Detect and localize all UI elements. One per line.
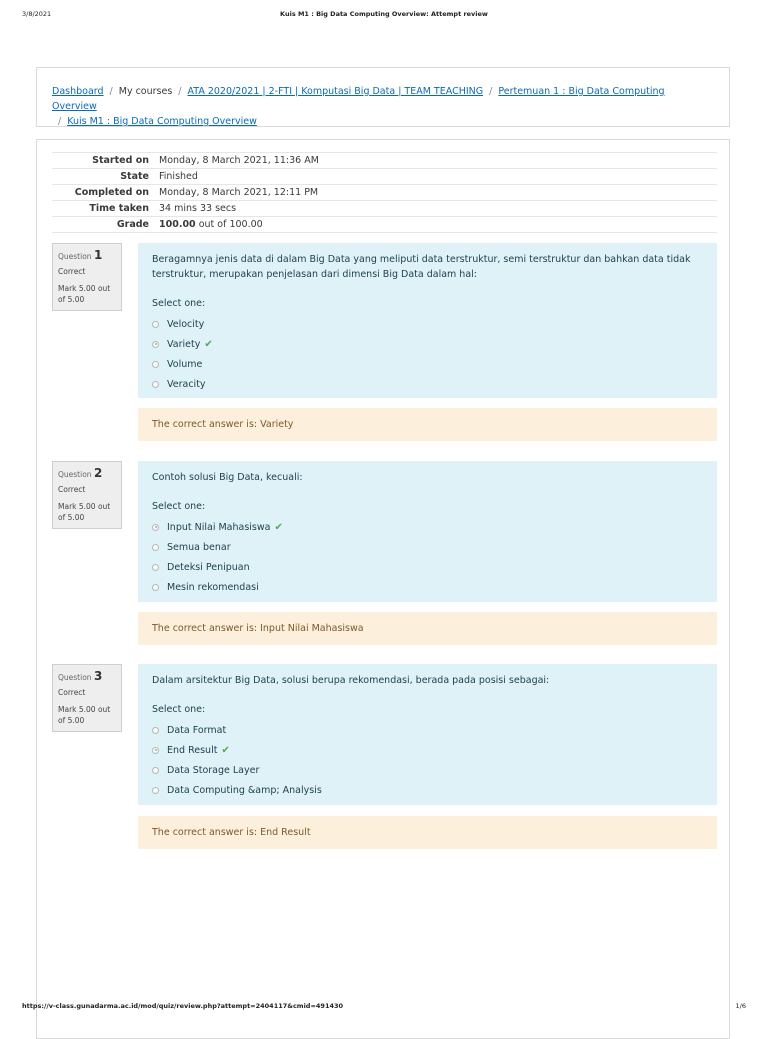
breadcrumb-my-courses: My courses	[118, 86, 173, 97]
breadcrumb-separator: /	[489, 86, 493, 97]
summary-value: 34 mins 33 secs	[159, 203, 237, 214]
option-label: Mesin rekomendasi	[167, 581, 259, 593]
summary-row-started	[52, 153, 717, 169]
answer-options	[152, 720, 703, 800]
summary-label: State	[120, 171, 149, 182]
check-icon: ✔	[204, 338, 213, 350]
breadcrumb	[52, 84, 712, 129]
question-state: Correct	[58, 267, 86, 276]
answer-options	[152, 314, 703, 394]
radio-button-selected[interactable]	[152, 341, 159, 348]
breadcrumb-dashboard-link[interactable]: Dashboard	[52, 86, 104, 97]
breadcrumb-container	[36, 67, 730, 127]
summary-row-grade	[52, 217, 717, 233]
radio-button[interactable]	[152, 544, 159, 551]
print-url: https://v-class.gunadarma.ac.id/mod/quiz/review.php?attempt=2404117&cmid=491430	[22, 1002, 344, 1010]
option-label: End Result	[167, 744, 218, 756]
summary-row-time	[52, 201, 717, 217]
radio-button[interactable]	[152, 564, 159, 571]
question-number: 2	[93, 466, 103, 480]
answer-option[interactable]	[152, 537, 703, 557]
breadcrumb-course-link[interactable]: ATA 2020/2021 | 2-FTI | Komputasi Big Data | TEAM TEACHING	[187, 86, 484, 97]
option-label: Data Format	[167, 724, 227, 736]
select-one-prompt: Select one:	[152, 501, 206, 512]
answer-option[interactable]	[152, 740, 703, 760]
summary-value	[159, 217, 717, 233]
print-page-number: 1/6	[735, 1002, 746, 1010]
answer-option[interactable]	[152, 354, 703, 374]
breadcrumb-separator: /	[178, 86, 182, 97]
answer-option[interactable]	[152, 314, 703, 334]
option-label: Input Nilai Mahasiswa	[167, 521, 271, 533]
summary-row-completed	[52, 185, 717, 201]
question-info-3	[52, 664, 122, 732]
option-label: Data Computing &amp; Analysis	[167, 784, 322, 796]
question-label: Question	[58, 673, 92, 682]
print-header	[0, 10, 768, 24]
summary-label: Time taken	[89, 203, 149, 214]
question-label: Question	[58, 252, 92, 261]
grade-max: out of 100.00	[195, 219, 263, 230]
answer-option[interactable]	[152, 334, 703, 354]
grade-score: 100.00	[159, 219, 196, 230]
radio-button[interactable]	[152, 787, 159, 794]
question-formulation-3	[138, 664, 717, 805]
summary-label: Started on	[92, 155, 149, 166]
answer-option[interactable]	[152, 780, 703, 800]
radio-button-selected[interactable]	[152, 747, 159, 754]
option-label: Variety	[167, 338, 201, 350]
select-one-prompt: Select one:	[152, 298, 206, 309]
answer-option[interactable]	[152, 557, 703, 577]
radio-button[interactable]	[152, 321, 159, 328]
question-info-2	[52, 461, 122, 529]
breadcrumb-quiz-link[interactable]: Kuis M1 : Big Data Computing Overview	[67, 116, 257, 127]
question-state: Correct	[58, 485, 86, 494]
option-label: Semua benar	[167, 541, 231, 553]
print-footer	[0, 1002, 768, 1016]
answer-option[interactable]	[152, 577, 703, 597]
answer-option[interactable]	[152, 374, 703, 394]
question-mark: Mark 5.00 out of 5.00	[58, 284, 111, 304]
radio-button[interactable]	[152, 767, 159, 774]
summary-row-state	[52, 169, 717, 185]
question-text: Beragamnya jenis data di dalam Big Data yang meliputi data terstruktur, semi terstruktur dan bahkan data tidak terstruktur, merupakan penjelasan dari dimensi Big Data dalam hal:	[152, 254, 691, 280]
attempt-summary-table	[52, 152, 717, 233]
question-feedback-3: The correct answer is: End Result	[138, 816, 717, 849]
breadcrumb-section-link[interactable]: Pertemuan 1 : Big Data Computing Overview	[52, 86, 665, 112]
radio-button-selected[interactable]	[152, 524, 159, 531]
print-title: Kuis M1 : Big Data Computing Overview: Attempt review	[280, 10, 488, 18]
breadcrumb-separator: /	[109, 86, 113, 97]
answer-option[interactable]	[152, 517, 703, 537]
question-mark: Mark 5.00 out of 5.00	[58, 705, 111, 725]
answer-option[interactable]	[152, 760, 703, 780]
select-one-prompt: Select one:	[152, 704, 206, 715]
print-date: 3/8/2021	[22, 10, 52, 18]
summary-label: Completed on	[74, 187, 149, 198]
question-state: Correct	[58, 688, 86, 697]
question-feedback-2: The correct answer is: Input Nilai Mahasiswa	[138, 612, 717, 645]
radio-button[interactable]	[152, 727, 159, 734]
question-text: Contoh solusi Big Data, kecuali:	[152, 472, 303, 483]
question-formulation-2	[138, 461, 717, 602]
summary-value: Monday, 8 March 2021, 12:11 PM	[159, 187, 319, 198]
option-label: Velocity	[167, 318, 205, 330]
option-label: Volume	[167, 358, 203, 370]
radio-button[interactable]	[152, 381, 159, 388]
radio-button[interactable]	[152, 584, 159, 591]
question-text: Dalam arsitektur Big Data, solusi berupa rekomendasi, berada pada posisi sebagai:	[152, 675, 550, 686]
breadcrumb-separator: /	[58, 116, 62, 127]
question-formulation-1	[138, 243, 717, 398]
question-number: 3	[93, 669, 103, 683]
option-label: Deteksi Penipuan	[167, 561, 250, 573]
answer-options	[152, 517, 703, 597]
radio-button[interactable]	[152, 361, 159, 368]
answer-option[interactable]	[152, 720, 703, 740]
question-number: 1	[93, 248, 103, 262]
question-label: Question	[58, 470, 92, 479]
summary-value: Monday, 8 March 2021, 11:36 AM	[159, 155, 319, 166]
question-mark: Mark 5.00 out of 5.00	[58, 502, 111, 522]
check-icon: ✔	[221, 744, 230, 756]
question-feedback-1: The correct answer is: Variety	[138, 408, 717, 441]
check-icon: ✔	[274, 521, 283, 533]
question-info-1	[52, 243, 122, 311]
option-label: Data Storage Layer	[167, 764, 260, 776]
option-label: Veracity	[167, 378, 206, 390]
summary-label: Grade	[116, 219, 149, 230]
summary-value: Finished	[159, 171, 198, 182]
